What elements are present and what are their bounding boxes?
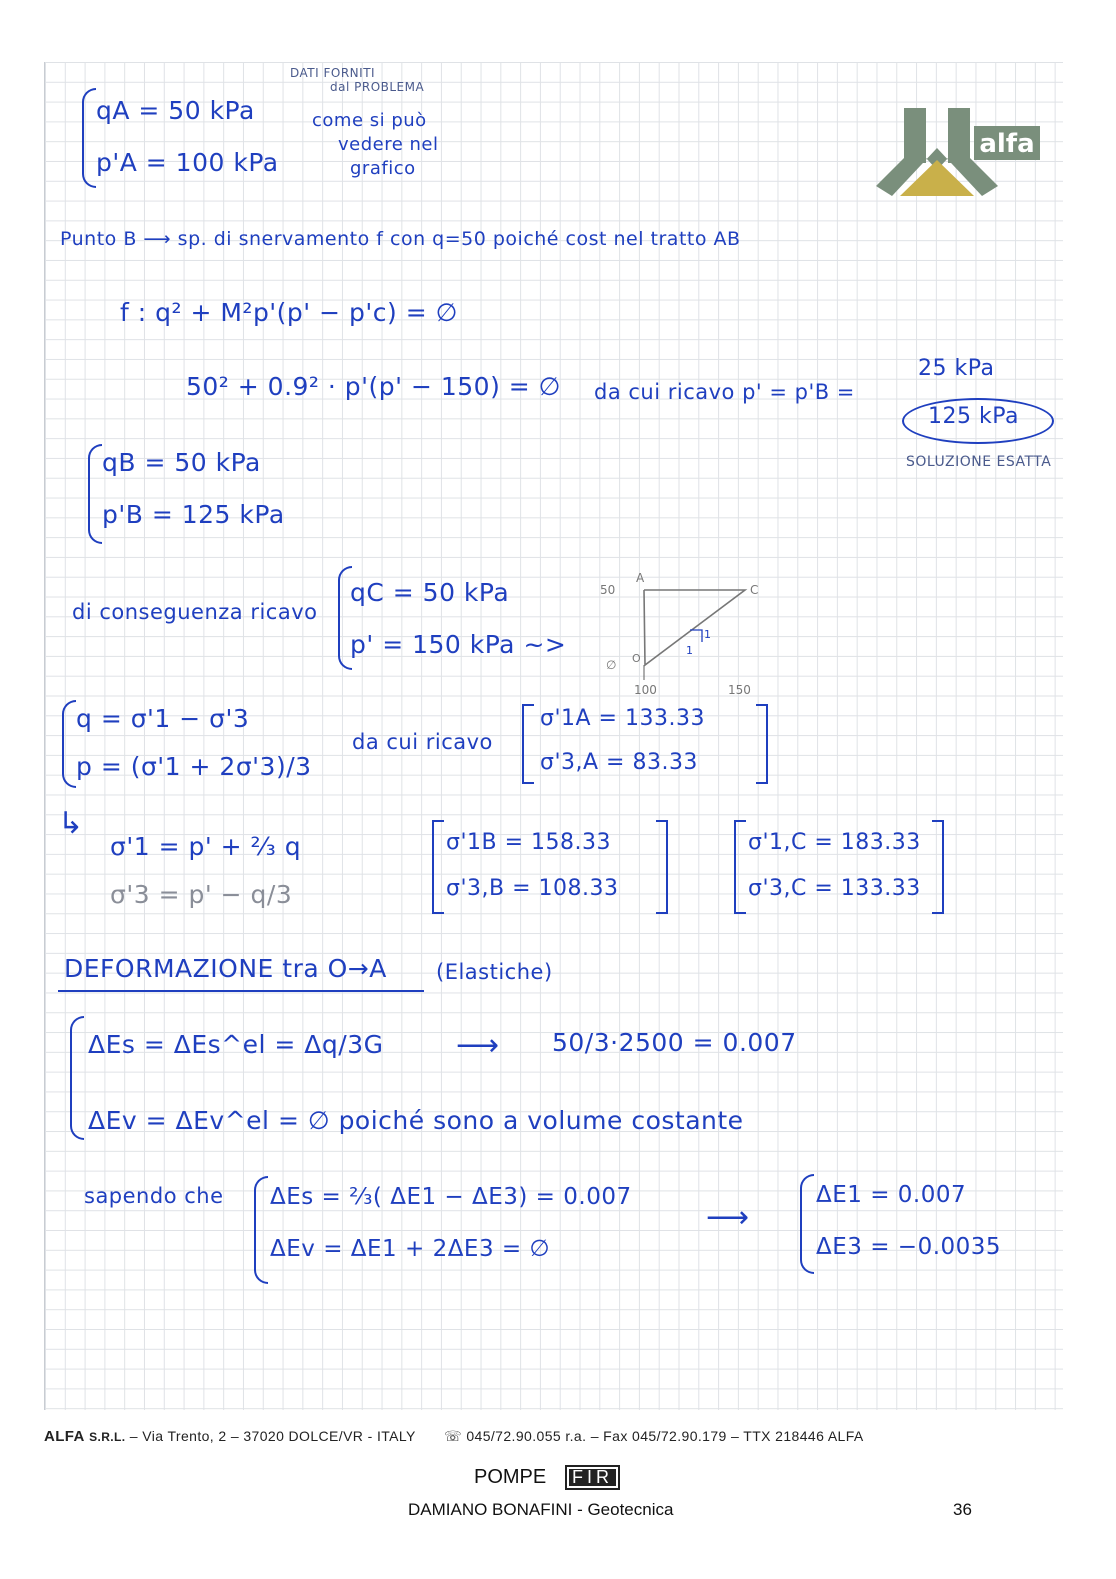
company-info bbox=[44, 1428, 864, 1445]
company-contacts: ☏ 045/72.90.055 r.a. – Fax 045/72.90.179 – TTX 218446 ALFA bbox=[444, 1428, 864, 1444]
da-cui-ricavo: da cui ricavo bbox=[352, 730, 493, 754]
company-type: S.R.L. bbox=[89, 1430, 126, 1444]
sketch-x-right: 150 bbox=[728, 683, 751, 697]
heading-underline bbox=[58, 990, 424, 992]
sketch-x-left: 100 bbox=[634, 683, 657, 697]
company-address: – Via Trento, 2 – 37020 DOLCE/VR - ITALY bbox=[125, 1428, 416, 1444]
qc-line: qC = 50 kPa bbox=[350, 578, 510, 607]
sigma-1a: σ'1A = 133.33 bbox=[540, 706, 705, 731]
brace bbox=[254, 1176, 268, 1284]
solution-125: 125 kPa bbox=[928, 404, 1019, 429]
sys2-line1: ΔE1 = 0.007 bbox=[816, 1182, 967, 1208]
solution-label: SOLUZIONE ESATTA bbox=[906, 454, 1052, 470]
note-line-3: grafico bbox=[350, 158, 416, 179]
heading-elastiche: (Elastiche) bbox=[436, 960, 553, 984]
bracket-right bbox=[932, 820, 944, 914]
brace bbox=[88, 444, 102, 544]
note-line-2: vedere nel bbox=[338, 134, 439, 155]
p-definition: p = (σ'1 + 2σ'3)/3 bbox=[76, 752, 312, 781]
sigma-3a: σ'3,A = 83.33 bbox=[540, 750, 698, 775]
brace bbox=[62, 700, 76, 788]
stress-path-sketch bbox=[590, 570, 780, 700]
note-tag-2: dal PROBLEMA bbox=[330, 80, 425, 94]
q-definition: q = σ'1 − σ'3 bbox=[76, 704, 250, 733]
sketch-slope: 1 bbox=[704, 628, 711, 641]
sketch-point-o: O bbox=[632, 652, 641, 665]
heading-deformazione: DEFORMAZIONE tra O→A bbox=[64, 954, 387, 983]
bracket-right bbox=[656, 820, 668, 914]
sys2-line2: ΔE3 = −0.0035 bbox=[816, 1234, 1002, 1260]
sys1-line1: ΔEs = ²⁄₃( ΔE1 − ΔE3) = 0.007 bbox=[270, 1184, 632, 1210]
brace bbox=[800, 1174, 814, 1274]
solution-25: 25 kPa bbox=[918, 356, 995, 381]
pb-line: p'B = 125 kPa bbox=[102, 500, 285, 529]
substituted-equation: 50² + 0.9² · p'(p' − 150) = ∅ bbox=[186, 372, 561, 401]
alfa-logo-icon bbox=[876, 108, 1046, 198]
logo-text: alfa bbox=[979, 129, 1035, 159]
eq-shear-value: 50/3·2500 = 0.007 bbox=[552, 1028, 797, 1057]
pb-result-label: da cui ricavo p' = p'B = bbox=[594, 380, 855, 404]
sketch-y-top: 50 bbox=[600, 583, 616, 597]
yield-equation: f : q² + M²p'(p' − p'c) = ∅ bbox=[120, 298, 458, 327]
note-line-1: come si può bbox=[312, 110, 427, 131]
conseguenza-label: di conseguenza ricavo bbox=[72, 600, 318, 624]
fir-logo: FIR bbox=[565, 1465, 620, 1490]
note-tag-1: DATI FORNITI bbox=[290, 66, 376, 80]
sketch-y-zero: ∅ bbox=[606, 658, 617, 672]
company-name: ALFA bbox=[44, 1428, 85, 1445]
pa-line: p'A = 100 kPa bbox=[96, 148, 279, 177]
sketch-point-a: A bbox=[636, 571, 645, 585]
sigma3-inverse: σ'3 = p' − q/3 bbox=[110, 880, 293, 909]
arrow-icon: ⟶ bbox=[706, 1200, 750, 1235]
bracket-left bbox=[522, 704, 534, 784]
sketch-slope-2: 1 bbox=[686, 644, 693, 657]
pompe-label: POMPE bbox=[474, 1466, 547, 1488]
author-course: DAMIANO BONAFINI - Geotecnica bbox=[408, 1500, 674, 1519]
sigma-1c: σ'1,C = 183.33 bbox=[748, 830, 921, 855]
pc-line: p' = 150 kPa ~> bbox=[350, 630, 567, 659]
sapendo-label: sapendo che bbox=[84, 1184, 224, 1208]
sigma-3b: σ'3,B = 108.33 bbox=[446, 876, 619, 901]
sigma1-inverse: σ'1 = p' + ²⁄₃ q bbox=[110, 832, 302, 861]
sketch-point-c: C bbox=[750, 583, 759, 597]
bracket-left bbox=[432, 820, 444, 914]
page-number: 36 bbox=[953, 1500, 972, 1519]
arrow-icon: ⟶ bbox=[456, 1028, 500, 1063]
alfa-logo bbox=[876, 108, 1046, 198]
brace bbox=[70, 1016, 84, 1140]
brace bbox=[82, 88, 96, 188]
qa-line: qA = 50 kPa bbox=[96, 96, 255, 125]
bracket-right bbox=[756, 704, 768, 784]
qb-line: qB = 50 kPa bbox=[102, 448, 261, 477]
punto-b-line: Punto B ⟶ sp. di snervamento f con q=50 poiché cost nel tratto AB bbox=[60, 228, 741, 250]
sys1-line2: ΔEv = ΔE1 + 2ΔE3 = ∅ bbox=[270, 1236, 551, 1262]
bracket-left bbox=[734, 820, 746, 914]
eq-shear-strain: ΔEs = ΔEs^el = Δq/3G bbox=[88, 1030, 384, 1059]
eq-volumetric-strain: ΔEv = ΔEv^el = ∅ poiché sono a volume costante bbox=[88, 1106, 744, 1135]
hook-arrow: ↳ bbox=[58, 806, 84, 841]
sigma-3c: σ'3,C = 133.33 bbox=[748, 876, 921, 901]
sigma-1b: σ'1B = 158.33 bbox=[446, 830, 611, 855]
